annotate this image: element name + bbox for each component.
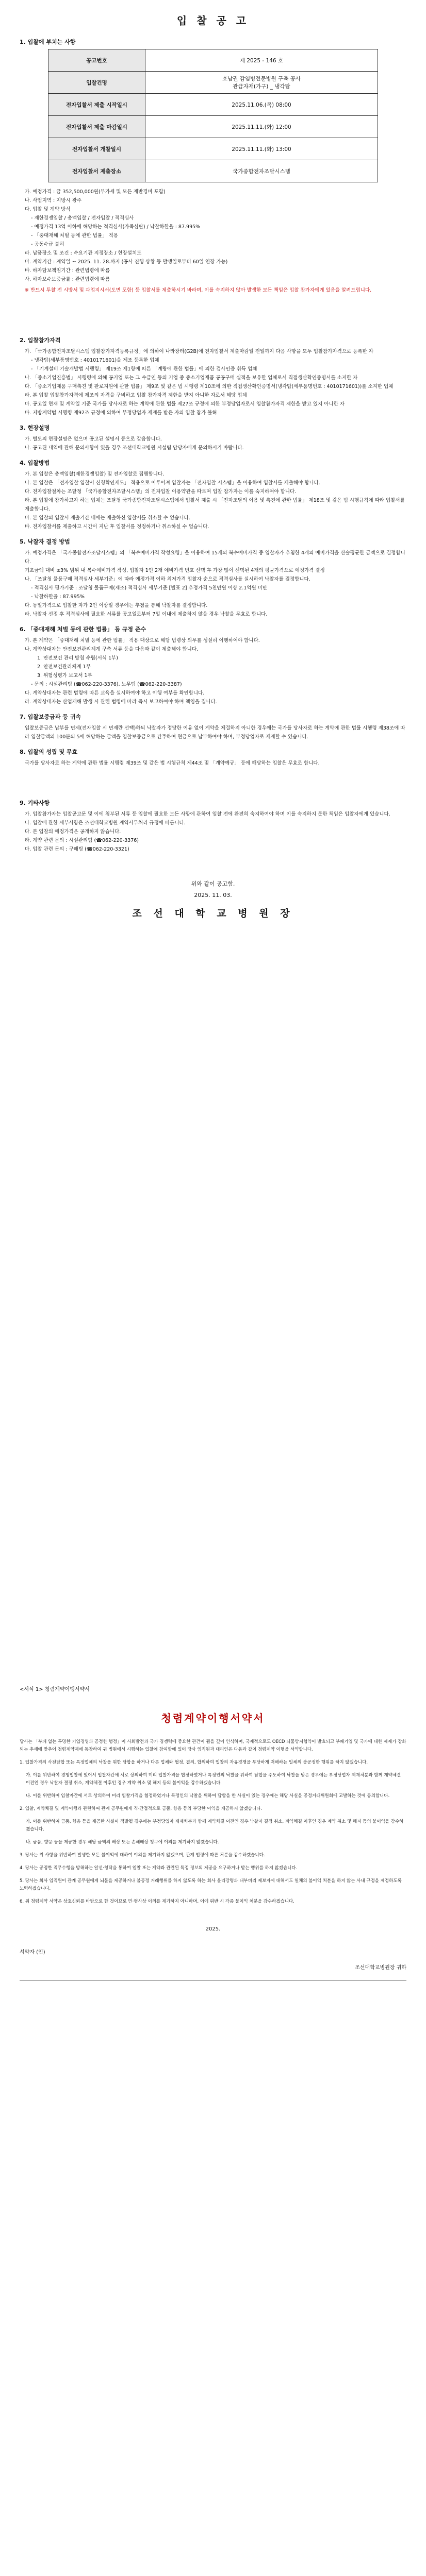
info-label: 전자입찰서 제출 시작일시	[48, 94, 145, 116]
info-row	[48, 49, 378, 72]
info-label: 전자입찰서 개찰일시	[48, 138, 145, 160]
section-1-items	[20, 188, 406, 284]
list-item: 나. 계약상대자는 안전보건관리체계 구축 서류 등을 다음과 같이 제출해야 합니다.	[25, 647, 199, 652]
info-value: 호남권 감염병전문병원 구축 공사 관급자재(가구) _ 냉각탑	[145, 72, 378, 94]
list-item: 사. 하자보수보증금률 : 관련법령에 따름	[25, 277, 110, 282]
list-item: 바. 지방계약법 시행령 제92조 규정에 의하여 부정당업자 제재를 받은 자의 입찰 참가 불허	[25, 410, 217, 416]
section-heading: 3. 현장설명	[20, 425, 50, 431]
info-row	[48, 116, 378, 138]
list-item: 다. 「중소기업제품 구매촉진 및 판로지원에 관한 법률」 제9조 및 같은 법 시행령 제10조에 의한 직접생산확인증명서(냉각탑(세부품명번호 : 4010171601))를 소지한 업체	[25, 384, 394, 389]
notice-title: 입 찰 공 고	[176, 14, 250, 27]
section-8-items	[20, 759, 406, 768]
pledge-item: 가. 이를 위반하여 경쟁입찰에 있어서 입찰자간에 서로 상의하여 미리 입찰가격을 협정하였거나 특정인의 낙찰을 위하여 담합을 주도하여 낙찰을 받은 경우에는 부정당업자 제재처분과 함께 계약체결 이전인 경우 낙찰자 결정 취소, 계약체결 이후인 경우 계약 취소 및 해지 등의 불이익을 감수하겠습니다.	[26, 1773, 401, 1786]
list-item: 라. 낙찰자 선정 후 적격심사에 필요한 서류를 공고일로부터 7일 이내에 제출하지 않을 경우 낙찰을 무효로 합니다.	[25, 612, 268, 617]
list-item: 나. 사업지역 : 지방시 광주	[25, 198, 82, 204]
signer-label: 서약자 (인)	[20, 1950, 45, 1955]
pledge-title: 청렴계약이행서약서	[161, 1712, 265, 1724]
list-item: 나. 본 입찰은 「전자입찰 입찰서 신청확인제도」 적용으로 이루어져 입찰자는 「전자입찰 시스템」을 이용하여 입찰서를 제출해야 합니다.	[25, 480, 320, 486]
section-6-items	[20, 636, 406, 706]
list-item: - 문의 : 시설관리팀 (☎062-220-3376), 노무팀 (☎062-220-3387)	[31, 682, 182, 687]
pledge-item: 5. 당사는 회사 임직원이 관계 공무원에게 뇌물을 제공하거나 불공정 거래행위를 하지 않도록 하는 회사 윤리강령과 내부비리 제보자에 대해서도 일체의 불이익 처분을 하지 않는 사내 규정을 제정하도록 노력하겠습니다.	[20, 1878, 402, 1891]
section-heading: 2. 입찰참가자격	[20, 337, 61, 344]
section-4-items	[20, 470, 406, 531]
list-item: 가. 「국가종합전자조달시스템 입찰참가자격등록규정」에 의하여 나라장터(G2B)에 전자입찰서 제출마감일 전일까지 다음 사항을 모두 입찰참가자격으로 등록한 자	[25, 349, 373, 354]
list-item: 라. 납품장소 및 조건 : 수요기관 지정장소 / 현장설치도	[25, 250, 142, 256]
closing-text: 위와 같이 공고함.	[191, 880, 235, 887]
list-item: - 적격심사 평가기준 : 조달청 물품구매(제조) 적격심사 세부기준 [별표 2] 추정가격 5천만원 이상 2.1억원 미만	[31, 585, 268, 591]
list-item: 나. 공고된 내역에 관해 문의사항이 있을 경우 조선대학교병원 시설팀 담당자에게 문의하시기 바랍니다.	[25, 445, 244, 451]
list-item: 다. 입찰 및 계약 방식	[25, 207, 71, 212]
pledge-items	[20, 1759, 406, 1906]
pledge-item: 1. 입찰가격의 사전담합 또는 특정업체의 낙찰을 위한 담합을 하거나 다른 업체와 협정, 결의, 합의하여 입찰의 자유경쟁을 부당하게 저해하는 일체의 불공정한 행위를 하지 않겠습니다.	[20, 1760, 368, 1765]
pledge-date: 2025.	[205, 1926, 221, 1932]
info-row	[48, 160, 378, 182]
list-item: 바. 하자담보책임기간 : 관련법령에 따름	[25, 268, 110, 274]
section-heading: 6. 「중대재해 처벌 등에 관한 법률」 등 규정 준수	[20, 626, 146, 633]
list-item: 라. 본 입찰에 참가하고자 하는 업체는 조달청 국가종합전자조달시스템에서 입찰서 제출 시 「전자조달의 이용 및 촉진에 관한 법률」 제18조 및 같은 법 시행규칙에 따라 입찰서를 제출합니다.	[25, 498, 405, 512]
list-item: 가. 예정가격 : 금 352,500,000원(부가세 및 모든 제반경비 포함)	[25, 189, 166, 195]
pledge-item: 3. 당사는 위 사항을 위반하여 발생한 모든 불이익에 대하여 이의를 제기하지 않겠으며, 관계 법령에 따른 처분을 감수하겠습니다.	[20, 1853, 265, 1858]
section-3-items	[20, 435, 406, 452]
list-item: 다. 계약상대자는 관련 법령에 따른 교육을 실시하여야 하고 이행 여부를 확인합니다.	[25, 690, 205, 696]
list-item: 기초금액 대비 ±3% 범위 내 복수예비가격 작성, 입찰자 1인 2개 예비가격 번호 선택 후 가장 많이 선택된 4개의 평균가격으로 예정가격 결정	[25, 568, 325, 573]
section-heading: 8. 입찰의 성립 및 무효	[20, 749, 78, 755]
list-item: 라. 계약 관련 문의 : 시설관리팀 (☎062-220-3376)	[25, 838, 139, 843]
info-label: 전자입찰서 제출장소	[48, 160, 145, 182]
pledge-page	[20, 1680, 406, 2576]
info-row	[48, 94, 378, 116]
pledge-intro: 당사는 「부패 없는 투명한 기업경영과 공정한 행정」이 사회발전과 국가 경쟁력에 중요한 관건이 됨을 깊이 인식하며, 국제적으로도 OECD 뇌물방지협약이 발효되고 부패기업 및 국가에 대한 제재가 강화되는 추세에 맞추어 청렴계약제에 동참하여 귀 병원에서 시행하는 입찰에 참여함에 있어 당사 임직원과 대리인은 다음과 같이 청렴계약 이행을 서약합니다.	[20, 1739, 406, 1752]
info-label: 입찰건명	[48, 72, 145, 94]
info-label: 전자입찰서 제출 마감일시	[48, 116, 145, 138]
list-item: 가. 본 계약은 「중대재해 처벌 등에 관한 법률」 적용 대상으로 해당 법령상 의무를 성실히 이행하여야 합니다.	[25, 638, 260, 643]
pledge-item: 나. 이를 위반하여 입찰자간에 서로 상의하여 미리 입찰가격을 협정하였거나 특정인의 낙찰을 위하여 담합을 한 사실이 있는 경우에는 해당 사실을 공정거래위원회에 고발하는 것에 동의합니다.	[26, 1793, 390, 1799]
list-item: 나. 「중소기업진흥법」 시행령에 의해 공기업 또는 그 수급인 등의 기업 중 중소기업제품 공공구매 실적을 보유한 업체로서 직접생산확인증명서를 소지한 자	[25, 375, 358, 381]
info-value: 2025.11.11.(화) 12:00	[145, 116, 378, 138]
list-item: 가. 별도의 현장설명은 없으며 공고된 설명서 등으로 갈음합니다.	[25, 436, 162, 442]
recipient-label: 조선대학교병원장 귀하	[355, 1965, 406, 1971]
pledge-item: 4. 당사는 공정한 직무수행을 방해하는 알선·청탁을 통하여 입찰 또는 계약과 관련된 특정 정보의 제공을 요구하거나 받는 행위를 하지 않겠습니다.	[20, 1866, 298, 1871]
issuer-name: 조 선 대 학 교 병 원 장	[132, 908, 294, 919]
divider	[20, 1980, 406, 1981]
list-item: 2. 안전보건관리체계 1부	[37, 664, 91, 670]
section-2-items	[20, 347, 406, 417]
info-value: 국가종합전자조달시스템	[145, 160, 378, 182]
list-item: 라. 계약상대자는 산업재해 발생 시 관련 법령에 따라 즉시 보고하여야 하며 책임을 집니다.	[25, 699, 217, 705]
list-item: 1. 안전보건 관리 방침 수립(서식 1부)	[37, 655, 118, 661]
pledge-item: 나. 금품, 향응 등을 제공한 경우 해당 금액의 배상 또는 손해배상 청구에 이의를 제기하지 않겠습니다.	[26, 1840, 219, 1845]
info-row	[48, 138, 378, 160]
list-item: 나. 입찰에 관한 세부사항은 조선대학교병원 계약사무처리 규정에 따릅니다.	[25, 820, 186, 826]
list-item: - 「중대재해 처벌 등에 관한 법률」 적용	[31, 233, 119, 239]
signature-block	[20, 1947, 406, 1978]
list-item: 마. 계약기간 : 계약일 ~ 2025. 11. 28.까지 (공사 진행 상황 등 발생일로부터 60일 연장 가능)	[25, 259, 228, 265]
list-item: - 「기계설비 기술개발법 시행령」 제19조 제1항에 따른 「계량에 관한 법률」에 의한 검사인증 취득 업체	[31, 366, 257, 372]
list-item: - 예정가격 13억 이하에 해당하는 적격심사(가족심판) / 낙찰하한율 : 87.995%	[31, 224, 201, 230]
info-row	[48, 72, 378, 94]
notice-date: 2025. 11. 03.	[194, 892, 232, 899]
section-heading: 9. 기타사항	[20, 800, 50, 806]
list-item: 라. 본 입찰 입찰참가자격에 제조의 자격을 구비하고 입찰 참가자격 제한을 받지 아니한 자로서 해당 업체	[25, 393, 247, 398]
section-7-items	[20, 724, 406, 741]
info-value: 2025.11.06.(목) 08:00	[145, 94, 378, 116]
list-item: 가. 본 입찰은 총액입찰(제한경쟁입찰) 및 전자입찰로 집행합니다.	[25, 471, 165, 477]
list-item: - 냉각탑(세부품명번호 : 4010171601)을 제조 등록한 업체	[31, 358, 159, 363]
list-item: 가. 입찰참가자는 입찰공고문 및 이에 첨부된 서류 등 입찰에 필요한 모든 사항에 관하여 입찰 전에 완전히 숙지하여야 하며 이를 숙지하지 못한 책임은 입찰자에게 있습니다.	[25, 811, 390, 817]
list-item: 3. 위험성평가 보고서 1부	[37, 673, 92, 679]
warning-note: ※ 반드시 투찰 전 시방서 및 과업지시서(도면 포함) 등 입찰서를 제출하시기 바라며, 이를 숙지하지 않아 발생한 모든 책임은 입찰 참가자에게 있음을 알려드립니다.	[25, 287, 372, 293]
list-item: 다. 전자입찰절차는 조달청 「국가종합전자조달시스템」의 전자입찰 이용약관을 따르며 입찰 참가자는 이를 숙지하여야 합니다.	[25, 489, 297, 495]
section-9-items	[20, 810, 406, 854]
list-item: 마. 공고일 현재 및 계약일 기준 국가를 당사자로 하는 계약에 관한 법률 제27조 규정에 의한 부정당업자로서 입찰참가자격 제한을 받고 있지 아니한 자	[25, 401, 345, 407]
form-label: <서식 1> 청렴계약이행서약서	[20, 1687, 90, 1692]
list-item: 마. 입찰 관련 문의 : 구매팀 (☎062-220-3321)	[25, 846, 129, 852]
notice-page	[20, 0, 406, 1566]
pledge-item: 6. 위 청렴계약 서약은 상호신뢰를 바탕으로 한 것이므로 민·형사상 이의를 제기하지 아니하며, 이에 위반 시 각종 불이익 처분을 감수하겠습니다.	[20, 1899, 294, 1904]
list-item: 나. 「조달청 물품구매 적격심사 세부기준」에 따라 예정가격 이하 최저가격 입찰자 순으로 적격심사를 실시하여 낙찰자를 결정합니다.	[25, 577, 310, 582]
info-value: 2025.11.11.(화) 13:00	[145, 138, 378, 160]
list-item: - 제한경쟁입찰 / 총액입찰 / 전자입찰 / 적격심사	[31, 215, 134, 221]
list-item: 가. 예정가격은 「국가종합전자조달시스템」의 「복수예비가격 작성요령」을 이용하여 15개의 복수예비가격 중 입찰자가 추첨한 4개의 예비가격을 산술평균한 금액으로 결정합니다.	[25, 550, 405, 565]
pledge-item: 가. 이를 위반하여 금품, 향응 등을 제공한 사실이 적발될 경우에는 부정당업자 제재처분과 함께 계약체결 이전인 경우 낙찰자 결정 취소, 계약체결 이후인 경우 계약 취소 및 해지 등의 불이익을 감수하겠습니다.	[26, 1819, 404, 1832]
list-item: 마. 본 입찰의 입찰서 제출기간 내에는 제출하신 입찰서를 취소할 수 없습니다.	[25, 515, 190, 521]
section-5-items	[20, 549, 406, 619]
section-heading: 4. 입찰방법	[20, 460, 50, 466]
list-item: - 공동수급 불허	[31, 242, 64, 247]
section-heading: 7. 입찰보증금과 등 귀속	[20, 714, 81, 720]
info-value: 제 2025 - 146 호	[145, 49, 378, 72]
list-item: 바. 전자입찰서를 제출하고 시간이 지난 후 입찰서를 정정하거나 취소하실 수 없습니다.	[25, 524, 209, 530]
pledge-item: 2. 입찰, 계약체결 및 계약이행과 관련하여 관계 공무원에게 직·간접적으로 금품, 향응 등의 부당한 이익을 제공하지 않겠습니다.	[20, 1806, 263, 1811]
list-item: 국가를 당사자로 하는 계약에 관한 법률 시행령 제39조 및 같은 법 시행규칙 제44조 및 「계약예규」 등에 해당하는 입찰은 무효로 합니다.	[25, 760, 320, 766]
list-item: - 낙찰하한율 : 87.995%	[31, 594, 85, 600]
info-label: 공고번호	[48, 49, 145, 72]
list-item: 다. 본 입찰의 예정가격은 공개하지 않습니다.	[25, 829, 121, 835]
list-item: 다. 동일가격으로 입찰한 자가 2인 이상일 경우에는 추첨을 통해 낙찰자를 결정합니다.	[25, 603, 208, 608]
section-heading: 1. 입찰에 부치는 사항	[20, 39, 76, 45]
section-heading: 5. 낙찰자 결정 방법	[20, 538, 70, 545]
list-item: 입찰보증금은 납부를 면제(전자입찰 시 면제란 선택)하되 낙찰자가 정당한 이유 없이 계약을 체결하지 아니한 경우에는 국가를 당사자로 하는 계약에 관한 법률 시행령 제38조에 따라 입찰금액의 100분의 5에 해당하는 금액을 입찰보증금으로 간주하여 현금으로 납부하여야 하며, 부정당업자로 제재할 수 있습니다.	[25, 725, 405, 740]
notice-info-table	[48, 49, 378, 182]
